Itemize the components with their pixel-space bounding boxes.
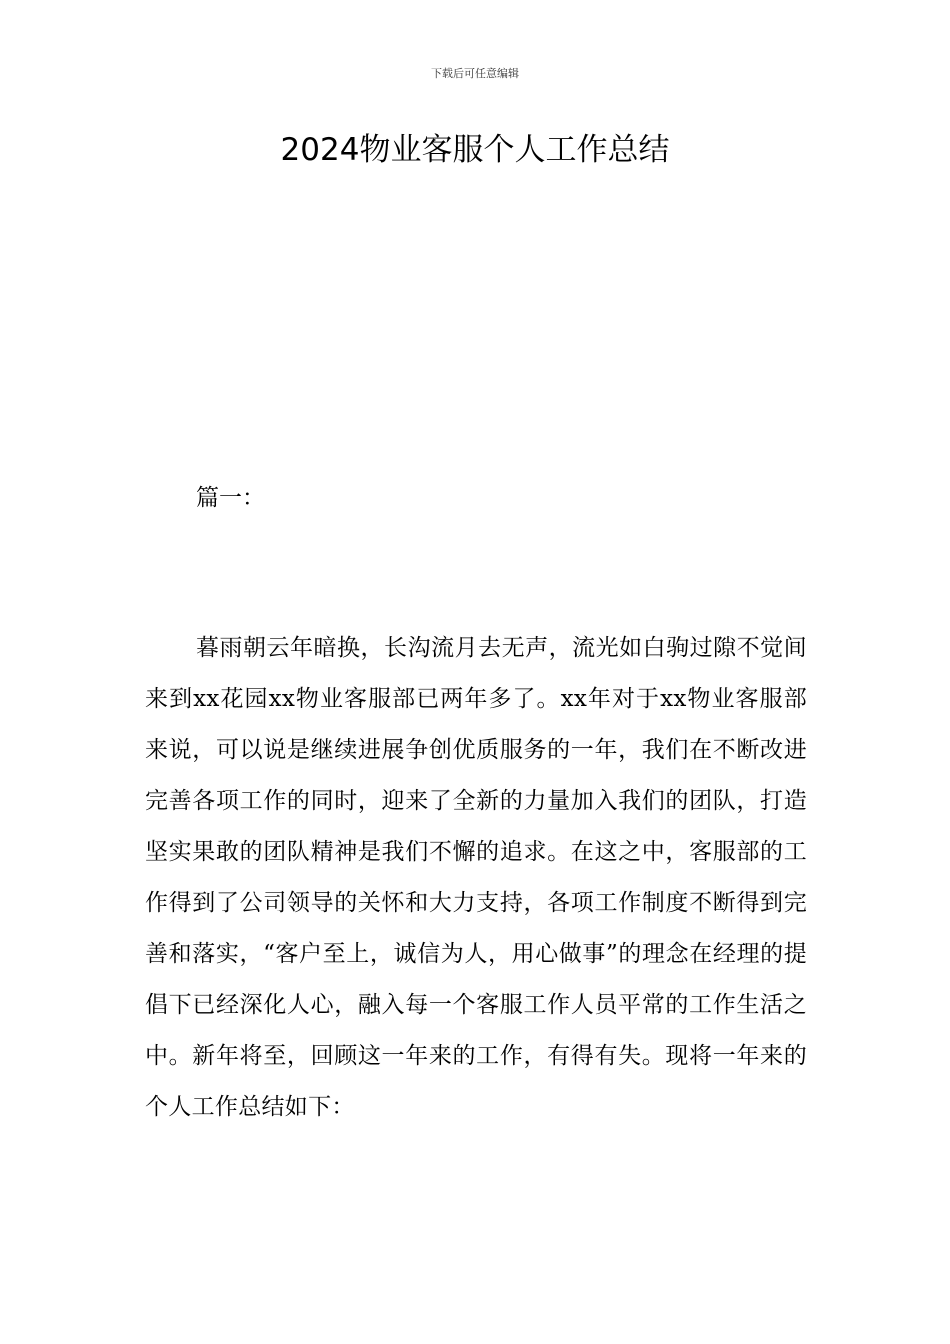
body-paragraph: 暮雨朝云年暗换，长沟流月去无声，流光如白驹过隙不觉间来到xx花园xx物业客服部已两年多了。xx年对于xx物业客服部来说，可以说是继续进展争创优质服务的一年，我们在不断改进完善各项工作的同时，迎来了全新的力量加入我们的团队，打造坚实果敢的团队精神是我们不懈的追求。在这之中，客服部的工作得到了公司领导的关怀和大力支持，各项工作制度不断得到完善和落实，“客户至上，诚信为人，用心做事”的理念在经理的提倡下已经深化人心，融入每一个客服工作人员平常的工作生活之中。新年将至，回顾这一年来的工作，有得有失。现将一年来的个人工作总结如下： [145,635,807,1120]
document-title: 2024物业客服个人工作总结 [280,132,670,168]
header-note: 下载后可任意编辑 [431,67,519,80]
section-label: 篇一： [196,485,265,511]
